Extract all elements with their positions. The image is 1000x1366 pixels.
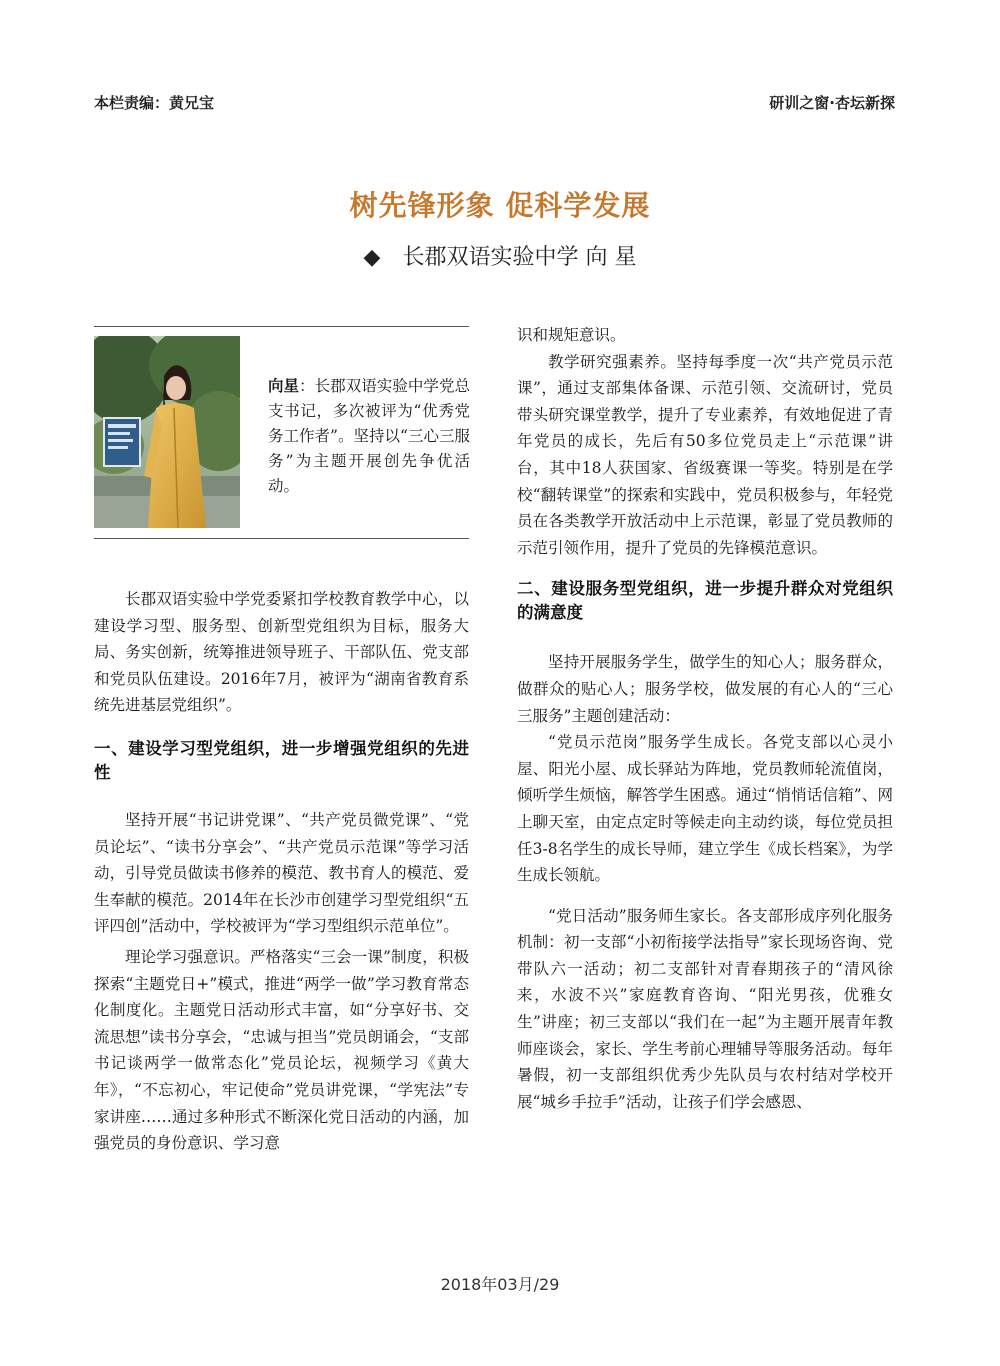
article-title: 树先锋形象 促科学发展 bbox=[349, 189, 651, 222]
left-column bbox=[94, 586, 469, 1157]
section-name-header: 研训之窗·杏坛新探 bbox=[769, 94, 895, 112]
section-heading-1: 一、建设学习型党组织，进一步增强党组织的先进性 bbox=[94, 738, 469, 782]
author-name: 向星 bbox=[268, 377, 300, 395]
paragraph: 坚持开展“书记讲党课”、“共产党员微党课”、“党员论坛”、“读书分享会”、“共产党员示范课”等学习活动，引导党员做读书修养的模范、教书育人的模范、爱生奉献的模范。2014年在长沙市创建学习型党组织“五评四创”活动中，学校被评为“学习型组织示范单位”。 bbox=[94, 810, 469, 936]
profile-bottom-rule bbox=[94, 538, 469, 539]
paragraph: “党员示范岗”服务学生成长。各党支部以心灵小屋、阳光小屋、成长驿站为阵地，党员教师轮流值岗，倾听学生烦恼，解答学生困惑。通过“悄悄话信箱”、网上聊天室，由定点定时等候走向主动约谈，每位党员担任3-8名学生的成长导师，建立学生《成长档案》，为学生成长领航。 bbox=[517, 733, 893, 885]
section-heading-2: 二、建设服务型党组织，进一步提升群众对党组织的满意度 bbox=[517, 579, 893, 623]
author-line: 长郡双语实验中学 向 星 bbox=[402, 245, 637, 270]
paragraph: 坚持开展服务学生，做学生的知心人；服务群众，做群众的贴心人；服务学校，做发展的有心人的“三心三服务”主题创建活动： bbox=[517, 653, 893, 725]
intro-paragraph: 长郡双语实验中学党委紧扣学校教育教学中心，以建设学习型、服务型、创新型党组织为目标，服务大局、务实创新，统筹推进领导班子、干部队伍、党支部和党员队伍建设。2016年7月，被评为“湖南省教育系统先进基层党组织”。 bbox=[94, 590, 469, 715]
paragraph: 理论学习强意识。严格落实“三会一课”制度，积极探索“主题党日+”模式，推进“两学一做”学习教育常态化制度化。主题党日活动形式丰富，如“分享好书、交流思想”读书分享会，“忠诚与担当”党员朗诵会，“支部书记谈两学一做常态化”党员论坛，视频学习《黄大年》，“不忘初心，牢记使命”党员讲党课，“学宪法”专家讲座……通过多种形式不断深化党日活动的内涵，加强党员的身份意识、学习意 bbox=[94, 947, 469, 1153]
column-editor-header: 本栏责编：黄兄宝 bbox=[94, 94, 215, 112]
paragraph: 教学研究强素养。坚持每季度一次“共产党员示范课”，通过支部集体备课、示范引领、交流研讨，党员带头研究课堂教学，提升了专业素养，有效地促进了青年党员的成长，先后有50多位党员走上“示范课”讲台，其中18人获国家、省级赛课一等奖。特别是在学校“翻转课堂”的探索和实践中，党员积极参与，年轻党员在各类教学开放活动中上示范课，彰显了党员教师的示范引领作用，提升了党员的先锋模范意识。 bbox=[517, 352, 893, 557]
diamond-icon: ◆ bbox=[363, 245, 381, 270]
right-column bbox=[517, 322, 893, 1115]
author-bio bbox=[268, 374, 470, 499]
author-photo bbox=[94, 336, 240, 528]
page-footer: 2018年03月/29 bbox=[440, 1275, 560, 1294]
paragraph: 识和规矩意识。 bbox=[517, 326, 626, 344]
profile-top-rule bbox=[94, 326, 469, 327]
paragraph: “党日活动”服务师生家长。各支部形成序列化服务机制：初一支部“小初衔接学法指导”家长现场咨询、党带队六一活动；初二支部针对青春期孩子的“清风徐来，水波不兴”家庭教育咨询、“阳光男孩，优雅女生”讲座；初三支部以“我们在一起”为主题开展青年教师座谈会，家长、学生考前心理辅导等服务活动。每年暑假，初一支部组织优秀少先队员与农村结对学校开展“城乡手拉手”活动，让孩子们学会感恩、 bbox=[517, 906, 893, 1111]
byline bbox=[0, 240, 1000, 271]
author-bio-text: ：长郡双语实验中学党总支书记，多次被评为“优秀党务工作者”。坚持以“三心三服务”为主题开展创先争优活动。 bbox=[268, 377, 470, 495]
